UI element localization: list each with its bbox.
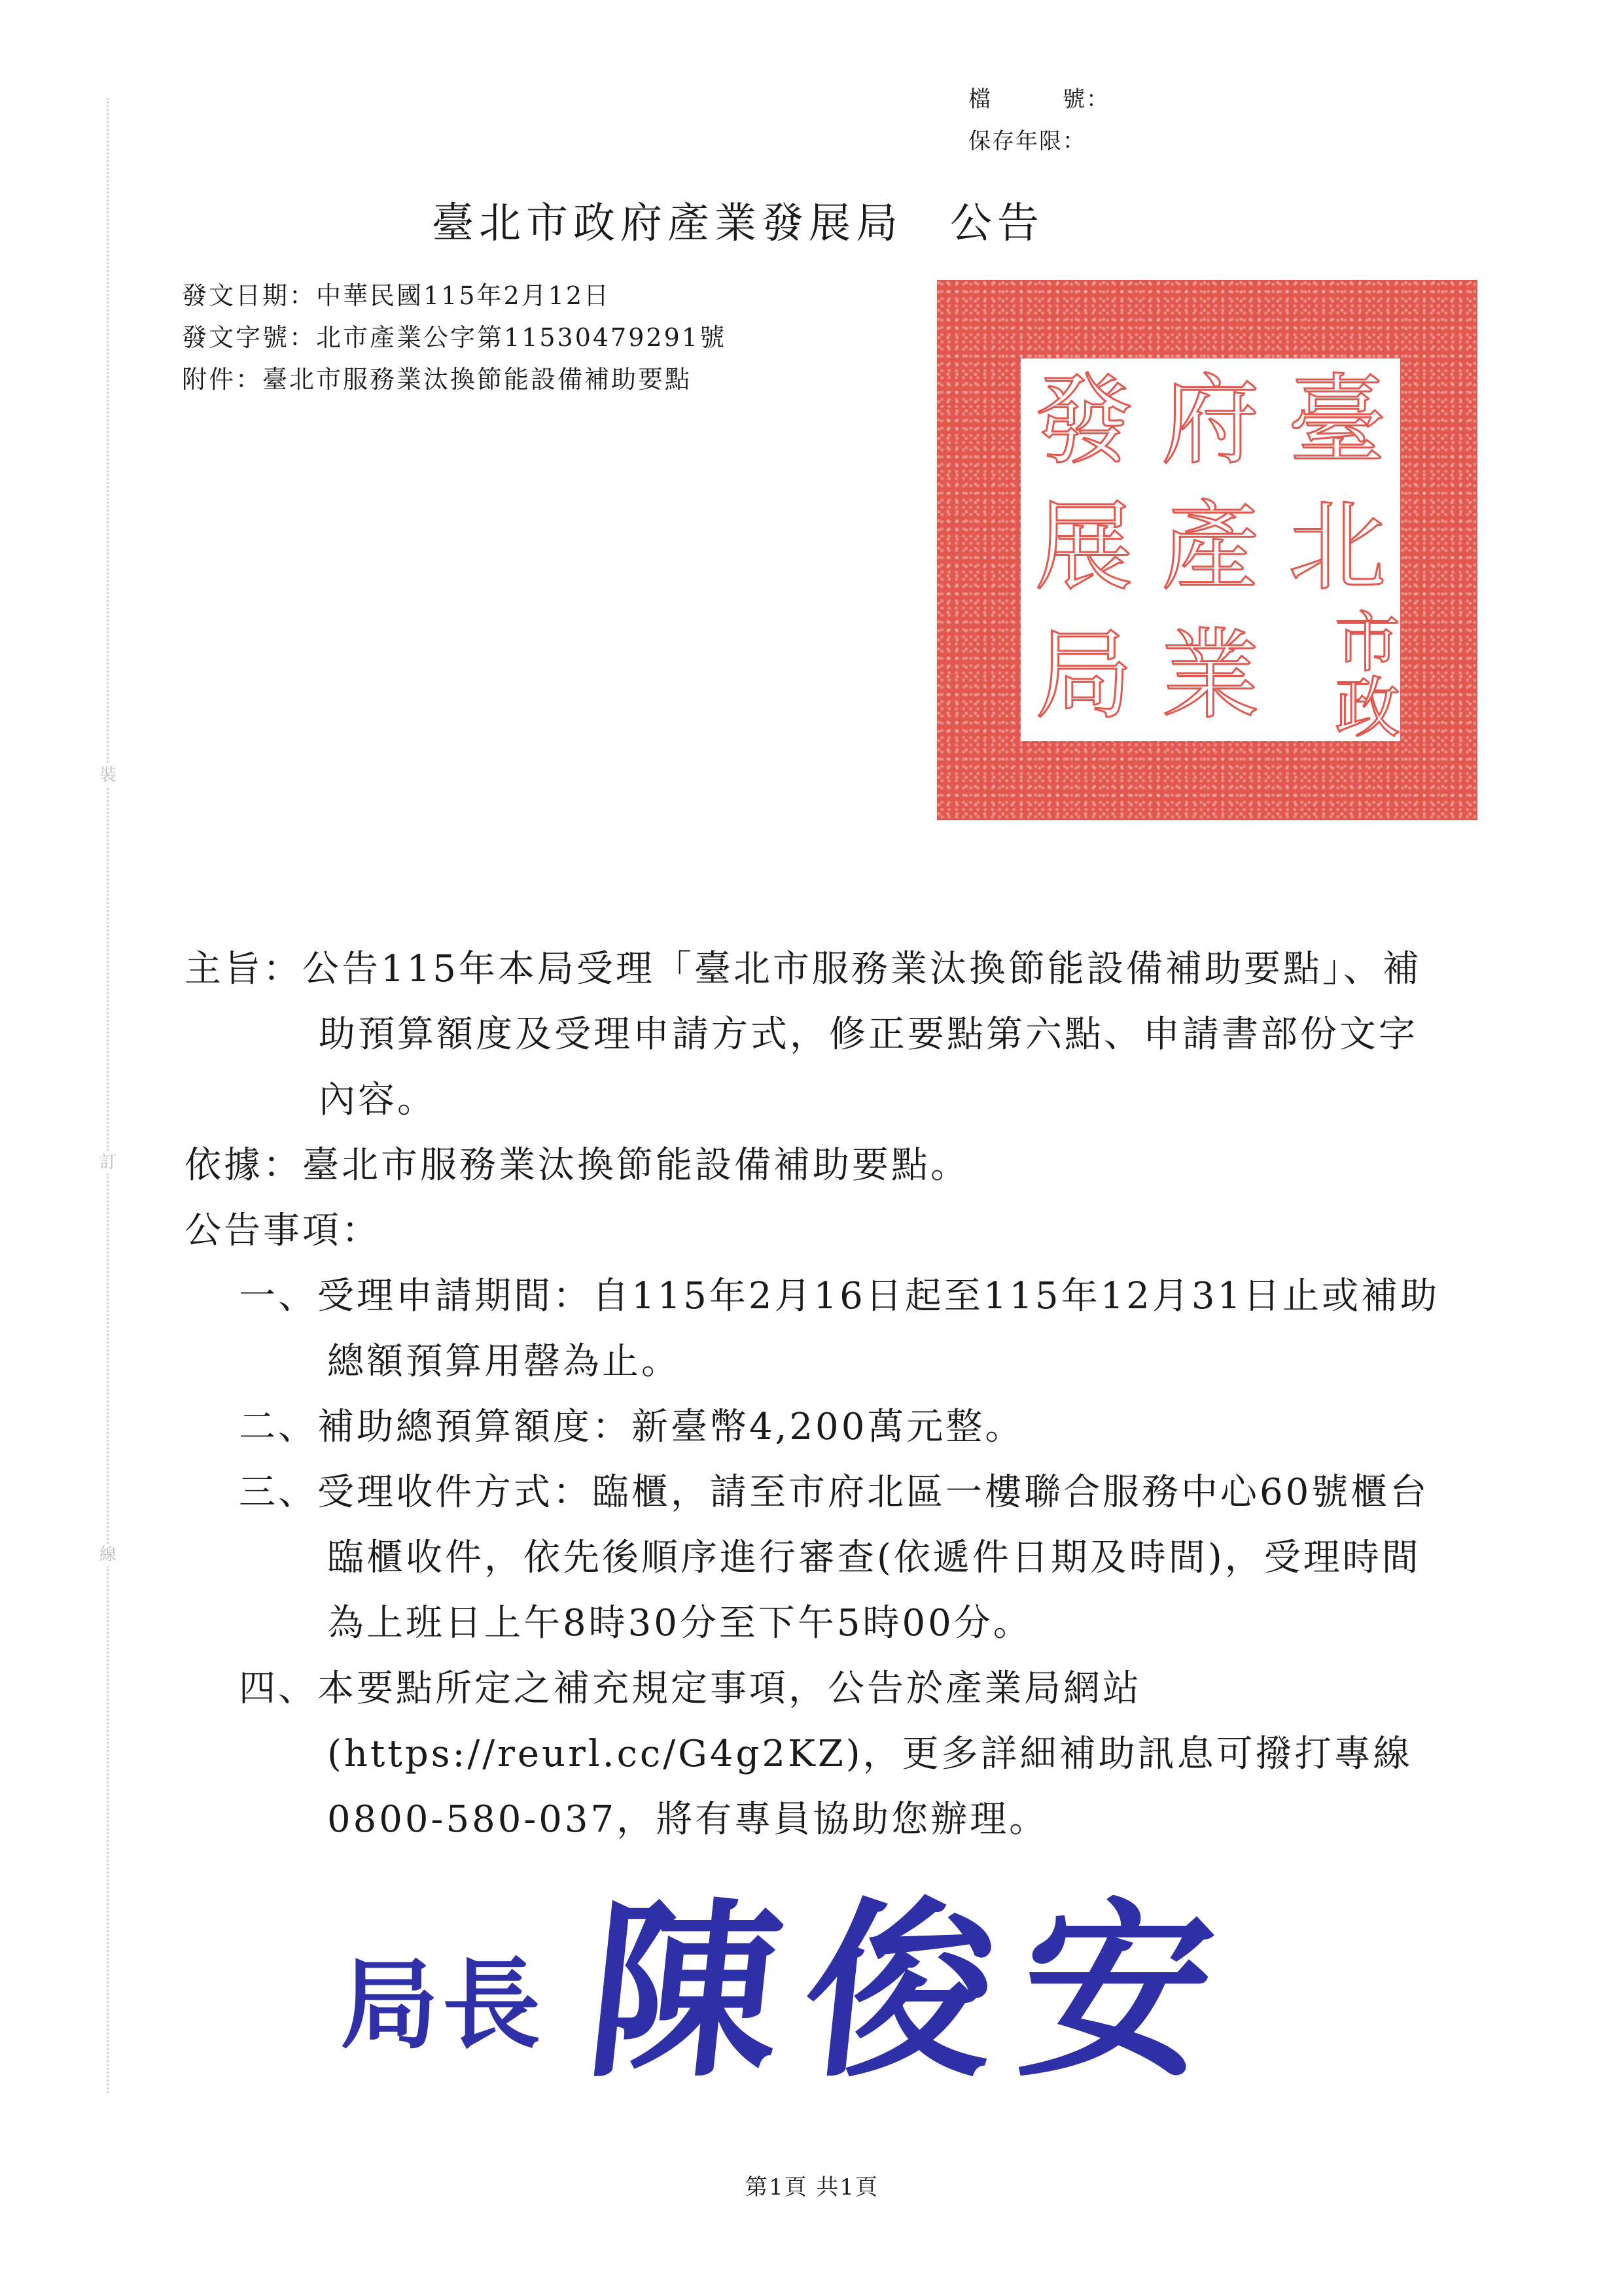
binding-margin-char: 訂 <box>97 1151 119 1174</box>
basis-label: 依據： <box>185 1144 302 1187</box>
retention-period-label: 保存年限： <box>968 128 1086 154</box>
item-number: 四、 <box>239 1667 317 1710</box>
seal-character: 臺 <box>1288 364 1386 479</box>
file-number-label: 檔 號： <box>968 86 1110 113</box>
issue-date: 發文日期：中華民國115年2月12日 <box>182 281 611 310</box>
binding-margin-line <box>107 98 109 2093</box>
page-title: 臺北市政府產業發展局 公告 <box>432 200 1044 248</box>
seal-character: 局 <box>1034 619 1133 733</box>
announcement-items-heading: 公告事項： <box>185 1209 381 1252</box>
announcement-item <box>185 1264 1454 1395</box>
subject-label: 主旨： <box>185 948 302 990</box>
item-text: 本要點所定之補充規定事項，公告於產業局網站(https://reurl.cc/G4g2KZ)，更多詳細補助訊息可撥打專線0800-580-037，將有專員協助您辦理。 <box>317 1667 1413 1841</box>
seal-character: 府 <box>1161 364 1260 479</box>
file-meta <box>968 78 1110 162</box>
seal-inner-field <box>1021 358 1400 746</box>
official-seal-stamp <box>937 280 1477 820</box>
seal-character: 北 <box>1288 490 1386 604</box>
seal-character: 展 <box>1034 490 1133 604</box>
binding-margin-char: 裝 <box>97 764 119 786</box>
seal-character: 市政 <box>1335 604 1400 746</box>
binding-margin-char: 線 <box>97 1544 119 1566</box>
document-header-fields <box>182 275 726 400</box>
signature-name: 陳俊安 <box>578 1881 1250 2103</box>
attachment: 附件：臺北市服務業汰換節能設備補助要點 <box>182 365 692 394</box>
seal-character: 產 <box>1161 490 1260 604</box>
seal-character: 發 <box>1034 364 1133 479</box>
item-text: 受理申請期間：自115年2月16日起至115年12月31日止或補助總額預算用罄為止。 <box>317 1275 1440 1383</box>
item-text: 補助總預算額度：新臺幣4,200萬元整。 <box>317 1406 1025 1448</box>
basis-section <box>185 1133 1454 1198</box>
item-number: 二、 <box>239 1406 317 1448</box>
item-text: 受理收件方式：臨櫃，請至市府北區一樓聯合服務中心60號櫃台臨櫃收件，依先後順序進行審查(依遞件日期及時間)，受理時間為上班日上午8時30分至下午5時00分。 <box>317 1471 1430 1644</box>
basis-text: 臺北市服務業汰換節能設備補助要點。 <box>302 1144 970 1187</box>
announcement-item <box>185 1395 1454 1460</box>
signature-title: 局長 <box>340 1947 545 2062</box>
announcement-item <box>185 1656 1454 1852</box>
announcement-body <box>185 937 1454 1852</box>
item-number: 一、 <box>239 1275 317 1317</box>
director-signature-stamp <box>340 1881 1250 2103</box>
item-number: 三、 <box>239 1471 317 1514</box>
subject-section <box>185 937 1454 1133</box>
document-number: 發文字號：北市產業公字第11530479291號 <box>182 323 726 352</box>
page-number: 第1頁 共1頁 <box>745 2174 879 2200</box>
subject-text: 公告115年本局受理「臺北市服務業汰換節能設備補助要點」、補助預算額度及受理申請方式，修正要點第六點、申請書部份文字內容。 <box>302 948 1422 1121</box>
announcement-item <box>185 1460 1454 1656</box>
seal-character: 業 <box>1161 619 1260 733</box>
